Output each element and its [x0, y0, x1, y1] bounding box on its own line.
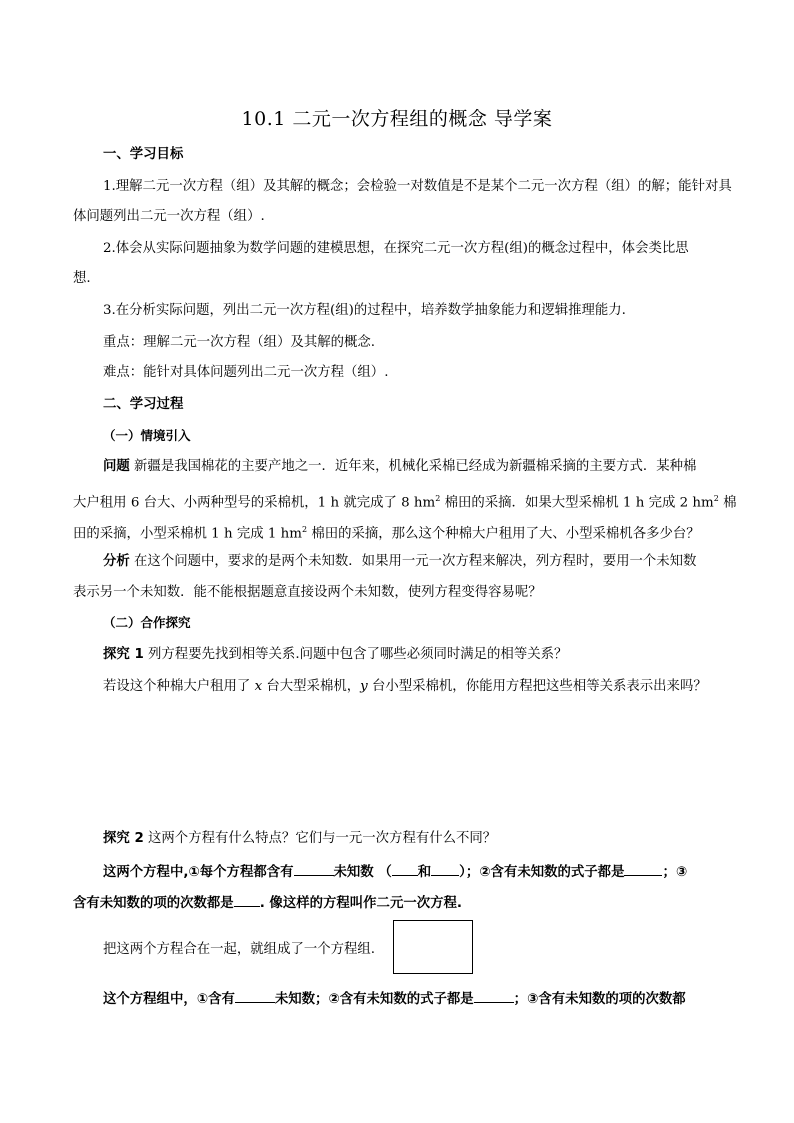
analysis-text-1: 在这个问题中，要求的是两个未知数．如果用一元一次方程来解决，列方程时，要用一个未知数	[129, 554, 697, 569]
difficulty-point: 难点：能针对具体问题列出二元一次方程（组）.	[103, 365, 389, 380]
problem-text-1: 新疆是我国棉花的主要产地之一．近年来，机械化采棉已经成为新疆棉采摘的主要方式．某种棉	[129, 459, 697, 474]
subsection-explore: （二）合作探究	[103, 615, 191, 630]
goal-1-line-2: 体问题列出二元一次方程（组）.	[73, 209, 265, 224]
blank-field[interactable]	[235, 989, 275, 1003]
explore-1	[103, 646, 567, 664]
equation-system-box[interactable]	[393, 920, 473, 974]
fill-3-text-b: 未知数；②含有未知数的式子都是	[274, 992, 474, 1007]
problem-text-2a: 大户租用 6 台大、小两种型号的采棉机，1 h 就完成了 8 hm	[73, 495, 436, 511]
analysis-line-2: 表示另一个未知数．能不能根据题意直接设两个未知数，使列方程变得容易呢？	[73, 585, 542, 600]
fill-1-text-a: 这两个方程中,①每个方程都含有	[103, 865, 294, 880]
key-point: 重点：理解二元一次方程（组）及其解的概念.	[103, 335, 376, 350]
superscript-2: 2	[301, 525, 308, 534]
fill-1-text-e: ；③	[662, 865, 688, 880]
fill-3-text-c: ；③含有未知数的项的次数都	[513, 992, 686, 1007]
explore-2	[103, 830, 496, 848]
fill-line-1	[103, 862, 687, 882]
explore-2-label: 探究 2	[103, 831, 144, 846]
variable-x: x	[254, 679, 263, 694]
explore-2-text: 这两个方程有什么特点？它们与一元一次方程有什么不同？	[143, 831, 497, 846]
variable-y: y	[360, 679, 368, 694]
fill-1-text-d: ）；②含有未知数的式子都是	[459, 865, 625, 880]
blank-field[interactable]	[624, 862, 662, 876]
problem-text-2c: 棉	[718, 495, 737, 511]
explore-1-label: 探究 1	[103, 647, 144, 662]
analysis-label: 分析	[103, 554, 130, 569]
problem-line-3	[73, 521, 700, 543]
explore-1-q-part-a: 若设这个种棉大户租用了	[103, 679, 255, 694]
fill-line-3	[103, 989, 686, 1009]
section-heading-goals: 一、学习目标	[103, 147, 184, 162]
problem-label: 问题	[103, 459, 130, 474]
explore-1-q-part-b: 台大型采棉机，	[262, 679, 361, 694]
explore-1-q-part-c: 台小型采棉机，你能用方程把这些相等关系表示出来吗？	[367, 679, 707, 694]
subsection-intro: （一）情境引入	[103, 428, 191, 443]
goal-3: 3.在分析实际问题，列出二元一次方程(组)的过程中，培养数学抽象能力和逻辑推理能力.	[103, 303, 626, 318]
blank-field[interactable]	[294, 862, 334, 876]
problem-line-2	[73, 490, 736, 512]
problem-text-3b: 棉田的采摘，那么这个种棉大户租用了大、小型采棉机各多少台？	[307, 526, 700, 542]
problem-text-3a: 田的采摘，小型采棉机 1 h 完成 1 hm	[73, 526, 302, 542]
combine-text: 把这两个方程合在一起，就组成了一个方程组.	[103, 942, 376, 957]
problem-line-1	[103, 458, 696, 476]
goal-1-line-1: 1.理解二元一次方程（组）及其解的概念；会检验一对数值是不是某个二元一次方程（组）的解；能针对具	[103, 179, 732, 194]
blank-field[interactable]	[234, 893, 260, 907]
fill-1-text-c: 和	[417, 865, 432, 880]
explore-1-question	[103, 678, 707, 696]
superscript-2: 2	[713, 494, 719, 503]
problem-text-2b: 棉田的采摘．如果大型采棉机 1 h 完成 2 hm	[440, 495, 714, 511]
page-title: 10.1 二元一次方程组的概念 导学案	[241, 108, 553, 130]
analysis-line-1	[103, 553, 696, 571]
explore-1-text: 列方程要先找到相等关系.问题中包含了哪些必须同时满足的相等关系？	[143, 647, 568, 662]
section-heading-process: 二、学习过程	[103, 397, 184, 412]
fill-2-text-a: 含有未知数的项的次数都是	[73, 896, 234, 911]
fill-1-text-b: 未知数 （	[333, 865, 392, 880]
blank-field[interactable]	[431, 862, 459, 876]
superscript-2: 2	[435, 494, 441, 503]
fill-line-2	[73, 893, 462, 913]
goal-2-line-1: 2.体会从实际问题抽象为数学问题的建模思想，在探究二元一次方程(组)的概念过程中，体会类比思	[103, 241, 689, 256]
blank-field[interactable]	[392, 862, 418, 876]
blank-field[interactable]	[474, 989, 514, 1003]
fill-2-text-b: . 像这样的方程叫作二元一次方程.	[259, 896, 462, 911]
fill-3-text-a: 这个方程组中，①含有	[103, 992, 235, 1007]
goal-2-line-2: 想.	[73, 271, 91, 286]
